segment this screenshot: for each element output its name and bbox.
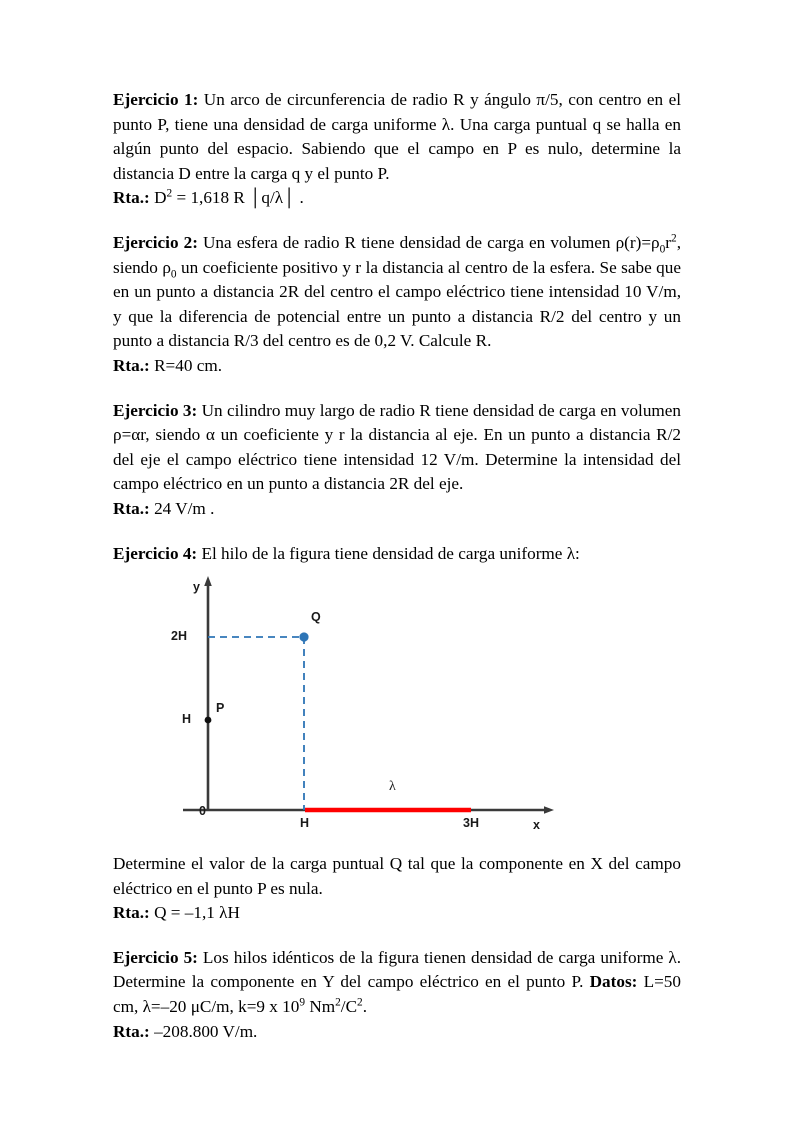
exercise-4-answer-lead: Rta.: (113, 903, 150, 923)
exercise-4-body: El hilo de la figura tiene densidad de carga uniforme λ: (197, 543, 580, 563)
x-axis-label: x (533, 818, 540, 833)
exercise-1-answer-exponent: 2 (166, 187, 173, 200)
exercise-4-lead: Ejercicio 4: (113, 543, 198, 563)
exercise-1-body: Un arco de circunferencia de radio R y ángulo π/5, con centro en el punto P, tiene una densidad de carga uniforme λ. Una carga puntual q se halla en algún punto del espacio. Sabiendo que el campo en P es nulo, determine la distancia D entre la carga q y el punto P. (113, 90, 681, 183)
exercise-5-datos-pre: L=50 cm, λ=–20 μC/m, k=9 x 10 (113, 972, 681, 1017)
exercise-2-body-end: un coeficiente positivo y r la distancia al centro de la esfera. Se sabe que en un punto a distancia 2R del centro el campo eléctrico tiene intensidad 10 V/m, y que la diferencia de potencial entre un punto a distancia R/2 del centro y un punto a distancia R/3 del centro es de 0,2 V. Calcule R. (113, 257, 681, 351)
exercise-5-body-pre: Los hilos idénticos de la figura tienen densidad de carga uniforme λ. Determine la componente en Y del campo eléctrico en el punto P. (113, 947, 682, 992)
exercise-4-question (113, 852, 681, 926)
y-axis-label: y (193, 580, 200, 595)
exercise-5-datos-lead: Datos: (589, 972, 638, 992)
exercise-3-body: Un cilindro muy largo de radio R tiene densidad de carga en volumen ρ=αr, siendo α un coeficiente y r la distancia al eje. En un punto a distancia R/2 del eje el campo eléctrico tiene intensidad 12 V/m. Determine la intensidad del campo eléctrico en un punto a distancia 2R del eje. (113, 400, 682, 494)
exercise-5-lead: Ejercicio 5: (113, 947, 198, 967)
exercise-5-datos-mid: Nm (305, 997, 336, 1017)
exercise-1-lead: Ejercicio 1: (113, 90, 199, 109)
tick-label-3h: 3H (463, 816, 479, 831)
exercise-5-exponent-9: 9 (299, 996, 306, 1009)
exercise-3-lead: Ejercicio 3: (113, 400, 198, 420)
exercise-1-answer-lead: Rta.: (113, 188, 150, 208)
exercise-1-answer-d: D (149, 188, 167, 208)
exercise-5-exponent-2b: 2 (357, 996, 363, 1009)
exercise-2-lead: Ejercicio 2: (113, 232, 198, 252)
exercise-1-answer-rest: = 1,618 R │q/λ│ . (172, 188, 304, 208)
exercise-2-body-mid: r (665, 232, 672, 252)
point-p-label: P (216, 701, 225, 716)
tick-label-2h: 2H (171, 629, 187, 644)
exercise-4-question-text: Determine el valor de la carga puntual Q tal que la componente en X del campo eléctrico en el punto P es nula. (113, 854, 681, 898)
exercise-3-answer-lead: Rta.: (113, 498, 150, 518)
tick-label-h-y: H (182, 712, 192, 727)
exercise-4-statement (113, 542, 681, 567)
exercise-2-rho-subscript: 0 (659, 243, 666, 256)
exercise-3-answer: 24 V/m . (149, 498, 215, 518)
y-axis-arrow (204, 576, 212, 586)
exercise-2-body-pre: Una esfera de radio R tiene densidad de carga en volumen ρ(r)=ρ (197, 232, 660, 252)
exercise-2-rho-subscript-2: 0 (170, 268, 177, 280)
exercise-3-statement (113, 399, 681, 522)
tick-label-h-x: H (300, 816, 310, 831)
exercise-4-figure (113, 570, 681, 842)
exercise-4-answer: Q = –1,1 λH (149, 903, 240, 923)
exercise-2-answer: R=40 cm. (149, 355, 222, 375)
charge-density-label: λ (389, 779, 396, 795)
exercise-2-r-exponent: 2 (671, 232, 677, 245)
x-axis-arrow (544, 806, 554, 814)
point-q-label: Q (311, 610, 321, 625)
exercise-1-statement (113, 88, 681, 211)
exercise-2-statement (113, 231, 681, 379)
exercise-5-answer-lead: Rta.: (113, 1021, 150, 1041)
exercise-2-body-post: , siendo ρ (113, 232, 681, 277)
document-page (113, 88, 681, 1044)
origin-label: 0 (199, 804, 206, 819)
exercise-5-statement (113, 946, 681, 1044)
exercise-5-datos-mid2: /C (340, 997, 358, 1017)
point-q-marker (299, 632, 308, 641)
point-p-marker (205, 717, 212, 724)
exercise-5-datos-end: . (362, 997, 368, 1017)
exercise-2-answer-lead: Rta.: (113, 355, 150, 375)
figure-canvas (113, 570, 681, 842)
exercise-5-exponent-2a: 2 (335, 996, 341, 1009)
exercise-5-answer: –208.800 V/m. (149, 1021, 258, 1041)
